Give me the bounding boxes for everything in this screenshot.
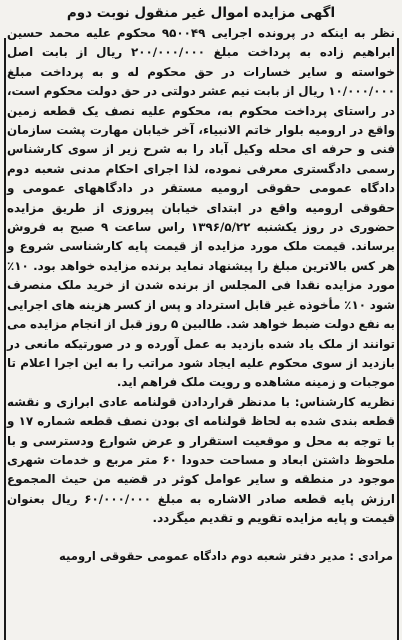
expert-opinion-paragraph: نظریه کارشناس: با مدنظر قراردادن قولنامه عادی ابرازی و نقشه قطعه بندی شده به لحاظ قولنامه ای بودن نصف قطعه شماره ۱۷ و با توجه به محل و موقعیت استقرار و عرض شوارع ودسترسی و با ملحوظ داشتن ابعاد و مساحت حدودا ۶۰ متر مربع و خدمات شهری موجود در منطقه و سایر عوامل کوثر در قضیه من حیث المجموع ارزش پایه قطعه صادر الاشاره به مبلغ ۶۰/۰۰۰/۰۰۰ ریال بعنوان قیمت و پایه مزایده تقویم و تقدیم میگردد.	[7, 394, 395, 526]
notice-signature: مرادی : مدیر دفتر شعبه دوم دادگاه عمومی حقوقی ارومیه	[59, 548, 393, 563]
notice-body-paragraph: نظر به اینکه در پرونده اجرایی ۹۵۰۰۴۹ محکوم علیه محمد حسین ابراهیم زاده به پرداخت مبلغ ۲۰۰/۰۰۰/۰۰۰ ریال از بابت اصل خواسته و سایر خسارات در حق محکوم له و به پرداخت مبلغ ۱۰/۰۰۰/۰۰۰ ریال از بابت نیم عشر دولتی در حق دولت محکوم است، در راستای پرداخت محکوم به، محکوم علیه نصف یک قطعه زمین واقع در ارومیه بلوار خاتم الانبیاء، آخر خیابان مهارت پشت سازمان فنی و حرفه ای محله وکیل آباد را به شرح زیر از سوی کارشناس رسمی دادگستری معرفی نموده، لذا اجرای احکام مدنی شعبه دوم دادگاه عمومی حقوقی ارومیه مستقر در دادگاههای عمومی و حقوقی ارومیه واقع در ابتدای خیابان پیروزی از طریق مزایده حضوری در روز یکشنبه ۱۳۹۶/۵/۲۲ راس ساعت ۹ صبح به فروش برساند. قیمت ملک مورد مزایده از قیمت پایه کارشناسی شروع و هر کس بالاترین مبلغ را پیشنهاد نماید برنده مزایده خواهد بود. ۱۰٪ مورد مزایده نقدا فی المجلس از برنده شدن از خرید ملک منصرف شود ۱۰٪ مأخوذه غیر قابل استرداد و پس از کسر هزینه های اجرایی به نفع دولت ضبط خواهد شد. طالبین ۵ روز قبل از انجام مزایده می توانند از ملک یاد شده بازدید به عمل آورده و در صورتیکه مانعی در بازدید از سوی محکوم علیه ایجاد شود مراتب را به این اجرا اعلام تا موجبات و زمینه مشاهده و رویت ملک فراهم اید.	[7, 26, 396, 390]
left-border-line	[4, 38, 6, 640]
notice-title: اگهی مزایده اموال غیر منقول نوبت دوم	[66, 5, 336, 21]
right-border-line	[397, 38, 399, 640]
